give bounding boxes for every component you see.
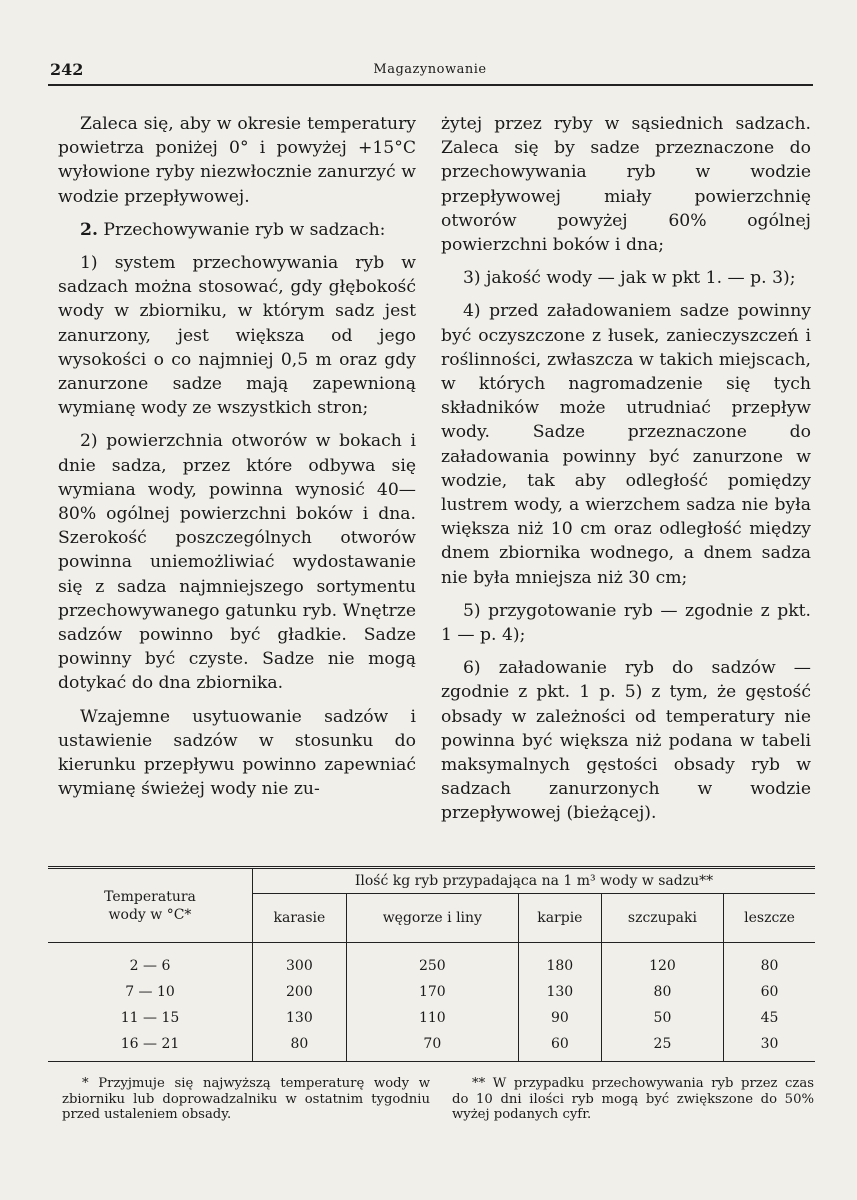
left-column [58, 112, 416, 810]
density-value-cell: 130 [253, 1005, 347, 1031]
paragraph-text: żytej przez ryby w sąsiednich sadzach. Zaleca się by sadze przeznaczone do przechowywania ryb w wodzie przepływowej miały powierzchnię otworów powyżej 60% ogólnej powierzchni boków i dna; [441, 114, 811, 256]
paragraph-text: Zaleca się, aby w okresie temperatury powietrza poniżej 0° i powyżej +15°C wyłowione ryby niezwłocznie zanurzyć w wodzie przepływowej. [58, 114, 416, 207]
left-paragraph [58, 251, 416, 420]
paragraph-text: 3) jakość wody — jak w pkt 1. — p. 3); [463, 268, 796, 289]
right-paragraph [441, 266, 811, 290]
temperature-range-cell: 16 — 21 [48, 1031, 253, 1062]
paragraph-text: 2) powierzchnia otworów w bokach i dnie sadza, przez które odbywa się wymiana wody, powinna wynosić 40—80% ogólnej powierzchni boków i dna. Szerokość poszczególnych otworów powinna uniemożliwiać wydostawanie się z sadza najmniejszego sortymentu przechowywanego gatunku ryb. Wnętrze sadzów powinno być gładkie. Sadze powinny być czyste. Sadze nie mogą dotykać do dna zbiornika. [58, 431, 416, 694]
right-paragraph [441, 656, 811, 825]
paragraph-text: Przechowywanie ryb w sadzach: [97, 219, 386, 240]
table-row [48, 979, 815, 1005]
temperature-range-cell: 2 — 6 [48, 943, 253, 980]
table-row [48, 943, 815, 980]
density-value-cell: 170 [346, 979, 518, 1005]
density-value-cell: 30 [724, 1031, 815, 1062]
fish-density-table [48, 866, 815, 1062]
column-header: karpie [518, 894, 601, 943]
density-value-cell: 300 [253, 943, 347, 980]
table-row [48, 1031, 815, 1062]
temperature-range-cell: 11 — 15 [48, 1005, 253, 1031]
temperature-header-line2: wody w °C* [108, 906, 192, 923]
right-column [441, 112, 811, 835]
density-value-cell: 90 [518, 1005, 601, 1031]
density-value-cell: 60 [760, 984, 779, 1000]
temperature-header-line1: Temperatura [104, 888, 196, 905]
density-value-cell: 70 [346, 1031, 518, 1062]
right-paragraph [441, 599, 811, 647]
density-value-cell: 200 [253, 979, 347, 1005]
density-value-cell: 80 [760, 958, 779, 974]
density-value-cell: 130 [518, 979, 601, 1005]
section-number: 2. [80, 219, 98, 240]
left-paragraph [58, 705, 416, 802]
paragraph-text: 6) załadowanie ryb do sadzów — zgodnie z pkt. 1 p. 5) z tym, że gęstość obsady w zależności od temperatury nie powinna być większa niż podana w tabeli maksymalnych gęstości obsady ryb w sadzach zanurzonych w wodzie przepływowej (bieżącej). [441, 658, 811, 824]
density-value-cell: 50 [601, 1005, 723, 1031]
density-value-cell: 250 [346, 943, 518, 980]
column-header: leszcze [724, 894, 815, 943]
paragraph-text: 4) przed załadowaniem sadze powinny być oczyszczone z łusek, zanieczyszczeń i roślinności, zwłaszcza w takich miejscach, w których nagromadzenie się tych składników może utrudniać przepływ wody. Sadze przeznaczone do załadowania powinny być zanurzone w wodzie, tak aby odległość pomiędzy lustrem wody, a wierzchem sadza nie była większa niż 10 cm oraz odległość między dnem zbiornika wodnego, a dnem sadza nie była mniejsza niż 30 cm; [441, 301, 811, 588]
density-value-cell: 80 [601, 979, 723, 1005]
footnote-temperature [62, 1076, 430, 1123]
column-header: szczupaki [601, 894, 723, 943]
page-header [50, 60, 810, 82]
right-paragraph [441, 299, 811, 589]
density-value-cell: 60 [518, 1031, 601, 1062]
table-row [48, 1005, 815, 1031]
density-value-cell: 80 [253, 1031, 347, 1062]
temperature-header [48, 868, 253, 943]
density-value-cell: 110 [346, 1005, 518, 1031]
running-title: Magazynowanie [373, 62, 487, 77]
page-number: 242 [50, 60, 84, 79]
paragraph-text: Wzajemne usytuowanie sadzów i ustawienie sadzów w stosunku do kierunku przepływu powinno zapewniać wymianę świeżej wody nie zu- [58, 706, 416, 800]
density-value-cell: 120 [601, 943, 723, 980]
column-header: węgorze i liny [346, 894, 518, 943]
footnote-right-text: ** W przypadku przechowywania ryb przez czas do 10 dni ilości ryb mogą być zwiększone do 50% wyżej podanych cyfr. [452, 1076, 814, 1122]
header-rule [48, 84, 813, 86]
right-paragraph [441, 112, 811, 257]
temperature-range-cell: 7 — 10 [48, 979, 253, 1005]
density-value-cell: 180 [518, 943, 601, 980]
column-header: karasie [253, 894, 347, 943]
density-value-cell: 25 [601, 1031, 723, 1062]
paragraph-text: 1) system przechowywania ryb w sadzach można stosować, gdy głębokość wody w zbiorniku, w którym sadz jest zanurzony, jest większa od jego wysokości o co najmniej 0,5 m oraz gdy zanurzone sadze mają zapewnioną wymianę wody ze wszystkich stron; [58, 253, 416, 419]
quantity-group-header: Ilość kg ryb przypadająca na 1 m³ wody w sadzu** [253, 868, 816, 894]
left-paragraph [58, 112, 416, 209]
left-paragraph [58, 429, 416, 695]
left-paragraph [58, 218, 416, 242]
footnote-storage-period [452, 1076, 814, 1123]
table-body [48, 943, 815, 1062]
footnote-left-text: * Przyjmuje się najwyższą temperaturę wody w zbiorniku lub doprowadzalniku w ostatnim tygodniu przed ustaleniem obsady. [62, 1076, 430, 1122]
paragraph-text: 5) przygotowanie ryb — zgodnie z pkt. 1 — p. 4); [441, 600, 811, 646]
density-value-cell: 45 [760, 1010, 779, 1026]
